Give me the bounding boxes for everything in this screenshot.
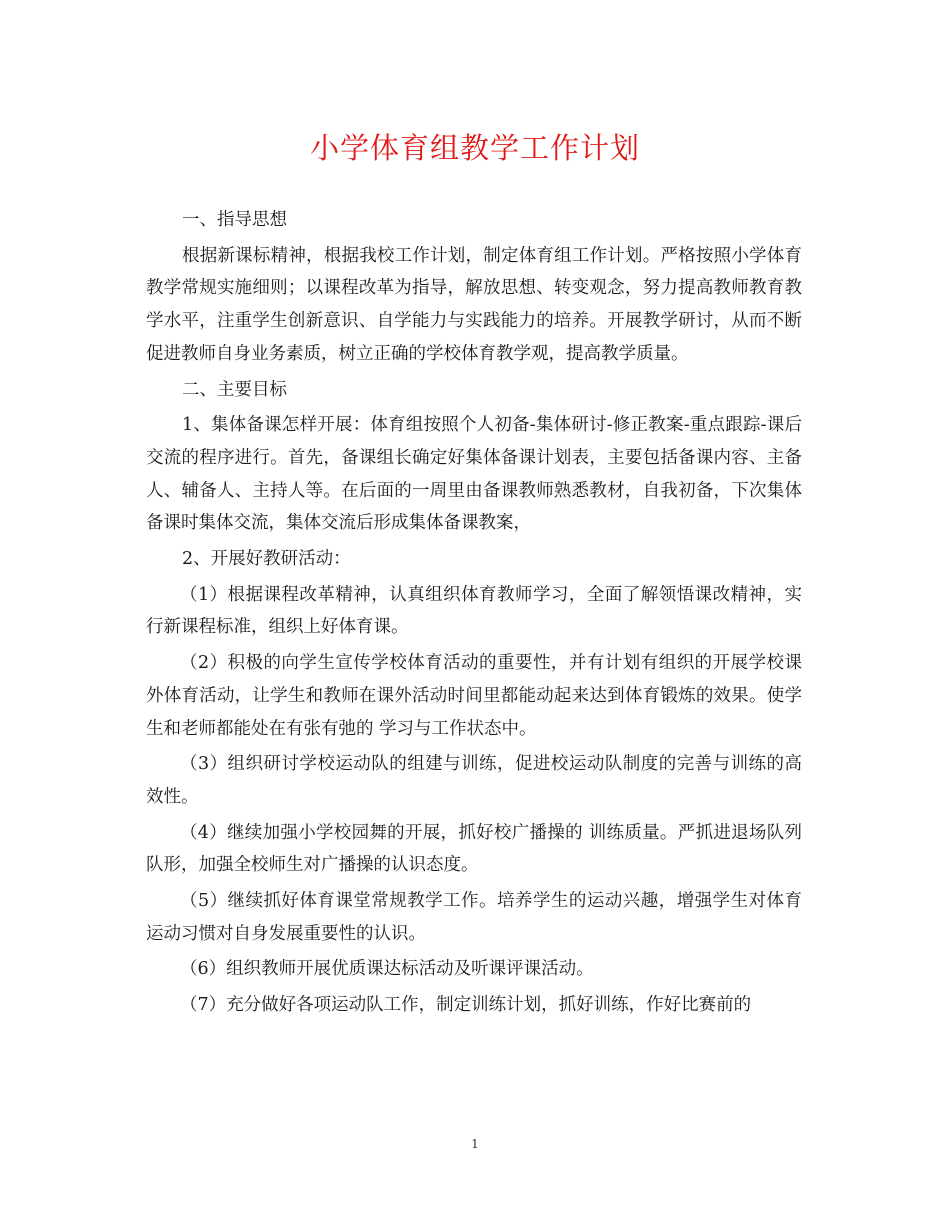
list-item: （5）继续抓好体育课堂常规教学工作。培养学生的运动兴趣，增强学生对体育运动习惯对自身发展重要性的认识。: [146, 891, 802, 944]
list-item: （1）根据课程改革精神，认真组织体育教师学习，全面了解领悟课改精神，实行新课程标准，组织上好体育课。: [146, 584, 802, 638]
list-item: （4）继续加强小学校园舞的开展，抓好校广播操的 训练质量。严抓进退场队列队形，加强全校师生对广播操的认识态度。: [146, 822, 802, 876]
paragraph-goal-2: 2、开展好教研活动：: [182, 549, 351, 570]
list-item: （7）充分做好各项运动队工作，制定训练计划，抓好训练，作好比赛前的: [180, 995, 752, 1016]
list-item: （2）积极的向学生宣传学校体育活动的重要性，并有计划有组织的开展学校课外体育活动，让学生和教师在课外活动时间里都能动起来达到体育锻炼的效果。使学生和老师都能处在有张有弛的 学习与工作状态中。: [146, 653, 802, 739]
section-heading-guiding: 一、指导思想: [182, 210, 287, 230]
paragraph-goal-1: 1、集体备课怎样开展：体育组按照个人初备-集体研讨-修正教案-重点跟踪-课后交流的程序进行。首先，备课组长确定好集体备课计划表，主要包括备课内容、主备人、辅备人、主持人等。在后面的一周里由备课教师熟悉教材，自我初备，下次集体备课时集体交流，集体交流后形成集体备课教案，: [146, 415, 802, 534]
list-item: （6）组织教师开展优质课达标活动及听课评课活动。: [180, 959, 594, 980]
page-number: 1: [471, 1137, 479, 1151]
list-item: （3）组织研讨学校运动队的组建与训练，促进校运动队制度的完善与训练的高效性。: [146, 754, 802, 807]
document-body: [146, 204, 802, 1025]
document-title: 小学体育组教学工作计划: [309, 131, 640, 165]
paragraph-guiding: 根据新课标精神，根据我校工作计划，制定体育组工作计划。严格按照小学体育教学常规实施细则；以课程改革为指导，解放思想、转变观念，努力提高教师教育教学水平，注重学生创新意识、自学能力与实践能力的培养。开展教学研讨，从而不断促进教师自身业务素质，树立正确的学校体育教学观，提高教学质量。: [146, 245, 802, 364]
section-heading-goals: 二、主要目标: [182, 379, 287, 400]
